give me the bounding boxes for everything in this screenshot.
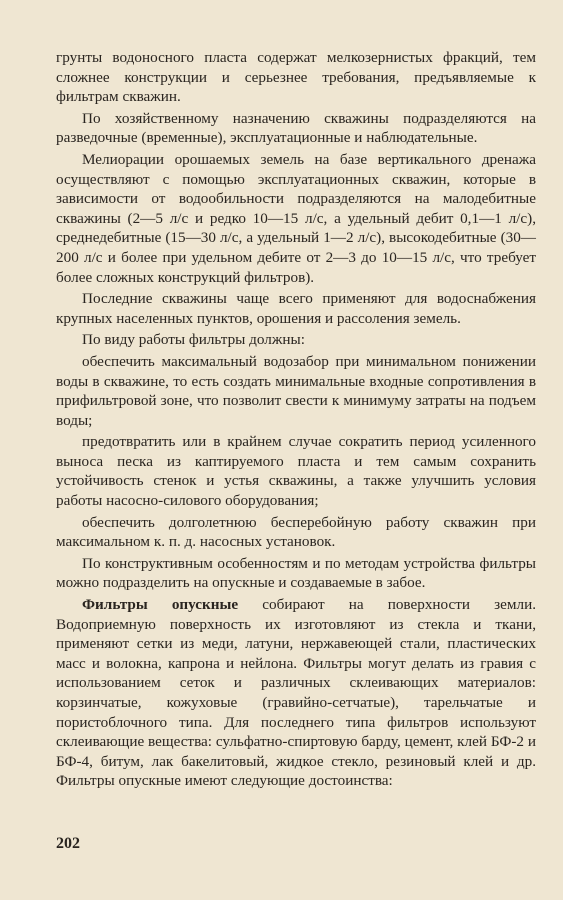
paragraph-high-yield-use: Последние скважины чаще всего применяют для водоснабжения крупных населенных пунктов, орошения и рассоления земель. (56, 290, 536, 327)
paragraph-filter-requirements-intro: По виду работы фильтры должны: (82, 331, 305, 349)
page-body-text (56, 48, 536, 793)
paragraph-continued: грунты водоносного пласта содержат мелкозернистых фракций, тем сложнее конструкции и серьезнее требования, предъявляемые к фильтрам скважин. (56, 49, 536, 106)
paragraph-lowered-filters-body: собирают на поверхности земли. Водоприемную поверхность их изготовляют из стекла и ткани, применяют сетки из меди, латуни, нержавеющей стали, пластических масс и волокна, капрона и нейлона. Фильтры могут делать из гравия с использованием сеток и различных склеивающих материалов: корзинчатые, кожуховые (гравийно-сетчатые), тарельчатые и пористоблочного типа. Для последнего типа фильтров используют склеивающие вещества: сульфатно-спиртовую барду, цемент, клей БФ-2 и БФ-4, битум, лак бакелитовый, жидкое стекло, резиновый клей и др. Фильтры опускные имеют следующие достоинства: (56, 596, 536, 790)
paragraph-well-purpose: По хозяйственному назначению скважины подразделяются на разведочные (временные), эксплуатационные и наблюдательные. (56, 109, 536, 147)
term-lowered-filters: Фильтры опускные (82, 596, 239, 614)
list-item-requirement-2: предотвратить или в крайнем случае сократить период усиленного выноса песка из каптируемого пласта и тем самым сохранить устойчивость стенок и устья скважины, а также улучшить условия работы насосно-силового оборудования; (56, 433, 536, 510)
list-item-requirement-1: обеспечить максимальный водозабор при минимальном понижении воды в скважине, то есть создать минимальные входные сопротивления в прифильтровой зоне, что позволит свести к минимуму затраты на подъем воды; (56, 352, 536, 429)
list-item-requirement-3: обеспечить долголетнюю бесперебойную работу скважин при максимальном к. п. д. насосных установок. (56, 513, 536, 551)
paragraph-well-yield: Мелиорации орошаемых земель на базе вертикального дренажа осуществляют с помощью эксплуатационных скважин, которые в зависимости от водообильности подразделяются на малодебитные скважины (2—5 л/с и редко 10—15 л/с, а удельный дебит 0,1—1 л/с), среднедебитные (15—30 л/с, а удельный 1—2 л/с), высокодебитные (30—200 л/с и более при удельном дебите от 2—3 до 10—15 л/с, что требует более сложных конструкций фильтров). (56, 150, 536, 286)
paragraph-lowered-filters (56, 595, 536, 791)
page-number: 202 (56, 835, 80, 852)
paragraph-filter-classification: По конструктивным особенностям и по методам устройства фильтры можно подразделить на опускные и создаваемые в забое. (56, 554, 536, 592)
